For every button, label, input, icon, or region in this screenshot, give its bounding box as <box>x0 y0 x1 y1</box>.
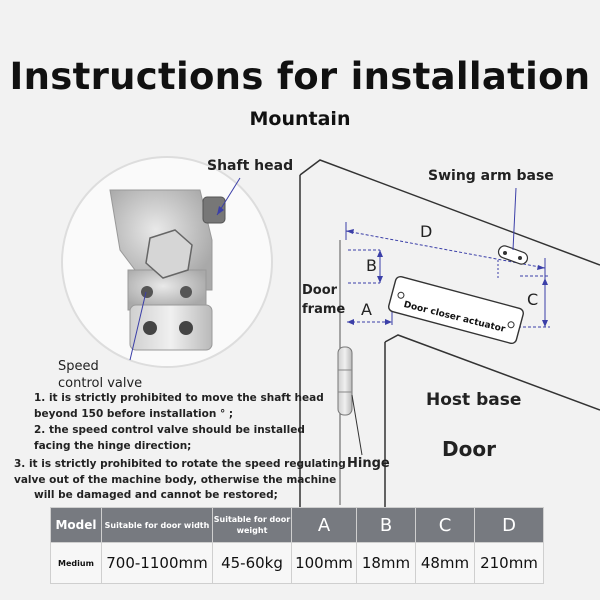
cell-d: 210mm <box>475 543 544 584</box>
spec-table <box>50 507 544 584</box>
dimension-a-label: A <box>361 300 372 319</box>
note-2-line1: 2. the speed control valve should be installed <box>34 424 305 436</box>
header-c: C <box>416 508 475 543</box>
cell-a: 100mm <box>292 543 357 584</box>
header-d: D <box>475 508 544 543</box>
note-3-line3: will be damaged and cannot be restored; <box>34 489 278 501</box>
note-3-line2: valve out of the machine body, otherwise the machine <box>14 474 337 486</box>
header-model: Model <box>51 508 102 543</box>
note-2-line2: facing the hinge direction; <box>34 440 192 452</box>
actuator-label: Door closer actuator <box>402 300 507 335</box>
door-frame-label-line2: frame <box>302 302 346 317</box>
hinge-leader <box>352 395 362 455</box>
swing-arm-base-leader <box>513 188 516 250</box>
hinge-icon <box>338 347 352 415</box>
header-a: A <box>292 508 357 543</box>
cell-model: Medium <box>51 543 102 584</box>
door-frame-label <box>302 281 345 319</box>
page-subtitle: Mountain <box>249 108 351 130</box>
door-label: Door <box>442 437 496 461</box>
note-1-line1: 1. it is strictly prohibited to move the shaft head <box>34 392 324 404</box>
dimension-d-label: D <box>420 222 433 241</box>
table-header-row <box>51 508 544 543</box>
page-title: Instructions for installation <box>9 55 591 98</box>
header-door-weight: Suitable for door weight <box>213 508 292 543</box>
swing-arm-base-label: Swing arm base <box>428 168 554 184</box>
dimension-c-label: C <box>527 290 539 309</box>
speed-label-line1: Speed <box>58 359 99 374</box>
header-b: B <box>357 508 416 543</box>
shaft-head-label: Shaft head <box>207 158 294 174</box>
hinge-label: Hinge <box>347 456 390 471</box>
table-row <box>51 543 544 584</box>
header-door-width: Suitable for door width <box>102 508 213 543</box>
note-3-line1: 3. it is strictly prohibited to rotate the speed regulating <box>14 458 346 470</box>
cell-door-weight: 45-60kg <box>213 543 292 584</box>
speed-control-valve-label <box>58 358 142 392</box>
shaft-head-photo <box>62 157 272 367</box>
host-base-label: Host base <box>426 390 522 410</box>
dimension-b-label: B <box>366 256 377 275</box>
cell-b: 18mm <box>357 543 416 584</box>
cell-door-width: 700-1100mm <box>102 543 213 584</box>
door-frame-label-line1: Door <box>302 283 338 298</box>
note-1-line2: beyond 150 before installation ° ; <box>34 408 234 420</box>
speed-label-line2: control valve <box>58 376 143 391</box>
cell-c: 48mm <box>416 543 475 584</box>
